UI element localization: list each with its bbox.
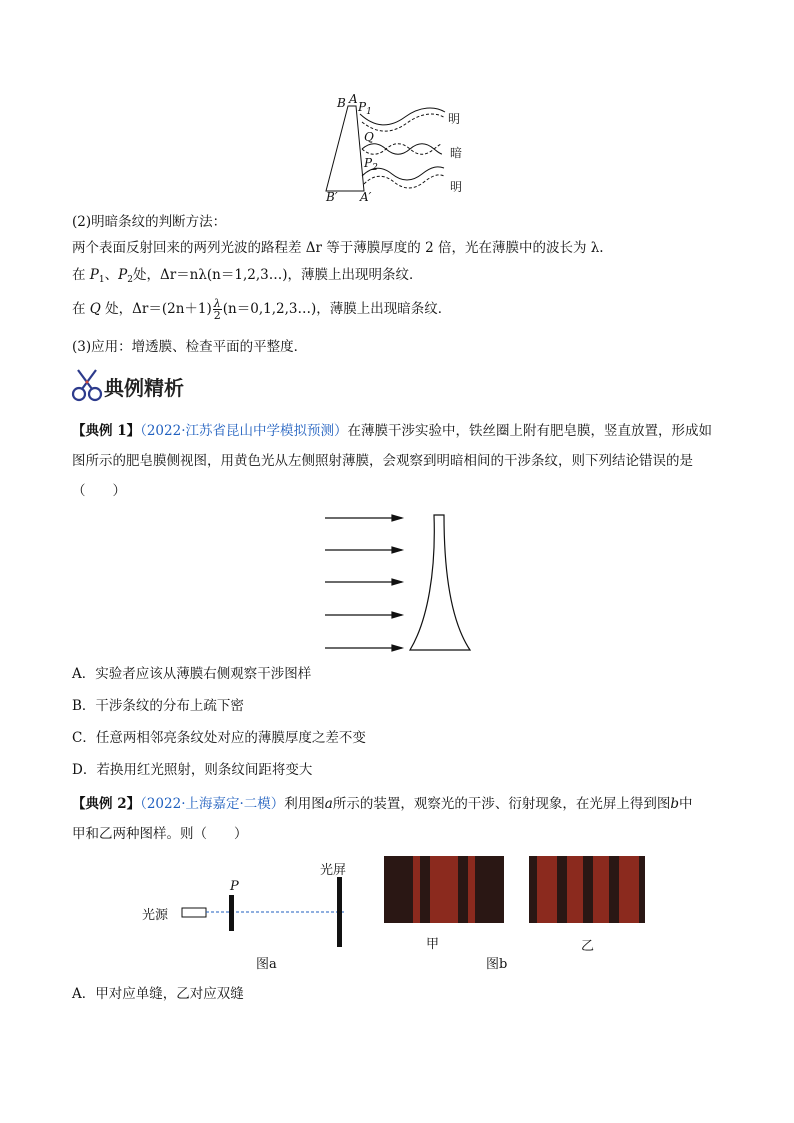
wave-q-dashed [362, 144, 442, 155]
soap-film-shape [410, 515, 470, 650]
thin-film-figure [320, 92, 480, 210]
label-P2: $P_2$ [364, 156, 378, 173]
wave-p1-solid [360, 108, 445, 125]
section-heading: 典例精析 [104, 376, 184, 400]
section2-line1: 两个表面反射回来的两列光波的路程差 Δr 等于薄膜厚度的 2 倍，光在薄膜中的波长为 λ. [72, 240, 604, 256]
fringe-patterns [383, 855, 648, 925]
pattern-jia [384, 856, 504, 923]
example2-stem: 【典例 2】（2022·上海嘉定·二模）利用图a所示的装置，观察光的干涉、衍射现象，在光屏上得到图b中 甲和乙两种图样。则（ ） [72, 796, 693, 842]
label-yi: 乙 [581, 939, 595, 954]
lambda-over-2: $\frac{\lambda}{2}$ [213, 297, 221, 322]
label-A: A [349, 92, 358, 106]
example1-stem: 【典例 1】（2022·江苏省昆山中学模拟预测）在薄膜干涉实验中，铁丝圈上附有肥皂膜，竖直放置，形成如图所示的肥皂膜侧视图，用黄色光从左侧照射薄膜，会观察到明暗相间的干涉条纹，则下列结论错误的是 （ ） [72, 423, 712, 499]
slit-plate-p [229, 895, 234, 931]
section2-title: (2)明暗条纹的判断方法： [72, 214, 227, 230]
label-bright-top: 明 [448, 112, 461, 126]
section2-line3: 在 Q 处，Δr＝(2n＋1) $\frac{\lambda}{2}$ (n＝0,1,2,3…)，薄膜上出现暗条纹． [72, 297, 452, 322]
label-light-source: 光源 [142, 908, 169, 923]
incident-arrows [325, 515, 402, 651]
soap-film-figure [320, 510, 480, 656]
label-dark: 暗 [450, 146, 463, 160]
label-P1: $P_1$ [358, 100, 372, 117]
caption-figure-a: 图a [256, 957, 277, 972]
example1-option-a: A．实验者应该从薄膜右侧观察干涉图样 [72, 666, 312, 682]
scissors-icon [70, 366, 104, 402]
label-B-prime: B′ [326, 190, 338, 204]
example1-option-d: D．若换用红光照射，则条纹间距将变大 [72, 762, 313, 778]
example1-option-c: C．任意两相邻亮条纹处对应的薄膜厚度之差不变 [72, 730, 366, 746]
label-bright-bottom: 明 [450, 180, 463, 194]
wedge-film [326, 106, 364, 191]
wave-q-solid [362, 144, 442, 155]
light-source-box [182, 908, 206, 917]
section2-line4: (3)应用：增透膜、检查平面的平整度． [72, 339, 308, 355]
example2-option-a: A．甲对应单缝，乙对应双缝 [72, 986, 244, 1002]
label-jia: 甲 [426, 937, 440, 952]
example1-option-b: B．干涉条纹的分布上疏下密 [72, 698, 244, 714]
section2-line2: 在 $P_1$、$P_2$处，Δr＝nλ(n＝1,2,3…)，薄膜上出现明条纹． [72, 267, 423, 285]
label-B: B [337, 96, 346, 110]
label-A-prime: A′ [360, 190, 372, 204]
figure-b [383, 855, 648, 975]
light-screen [337, 877, 342, 947]
wave-p2-dashed [364, 175, 444, 188]
pattern-yi [529, 856, 645, 923]
caption-figure-b: 图b [486, 957, 508, 972]
label-P: P [230, 879, 239, 894]
wave-p1-dashed [362, 114, 445, 131]
label-Q: Q [364, 130, 374, 144]
label-screen: 光屏 [320, 863, 347, 878]
figure-a [140, 855, 360, 975]
